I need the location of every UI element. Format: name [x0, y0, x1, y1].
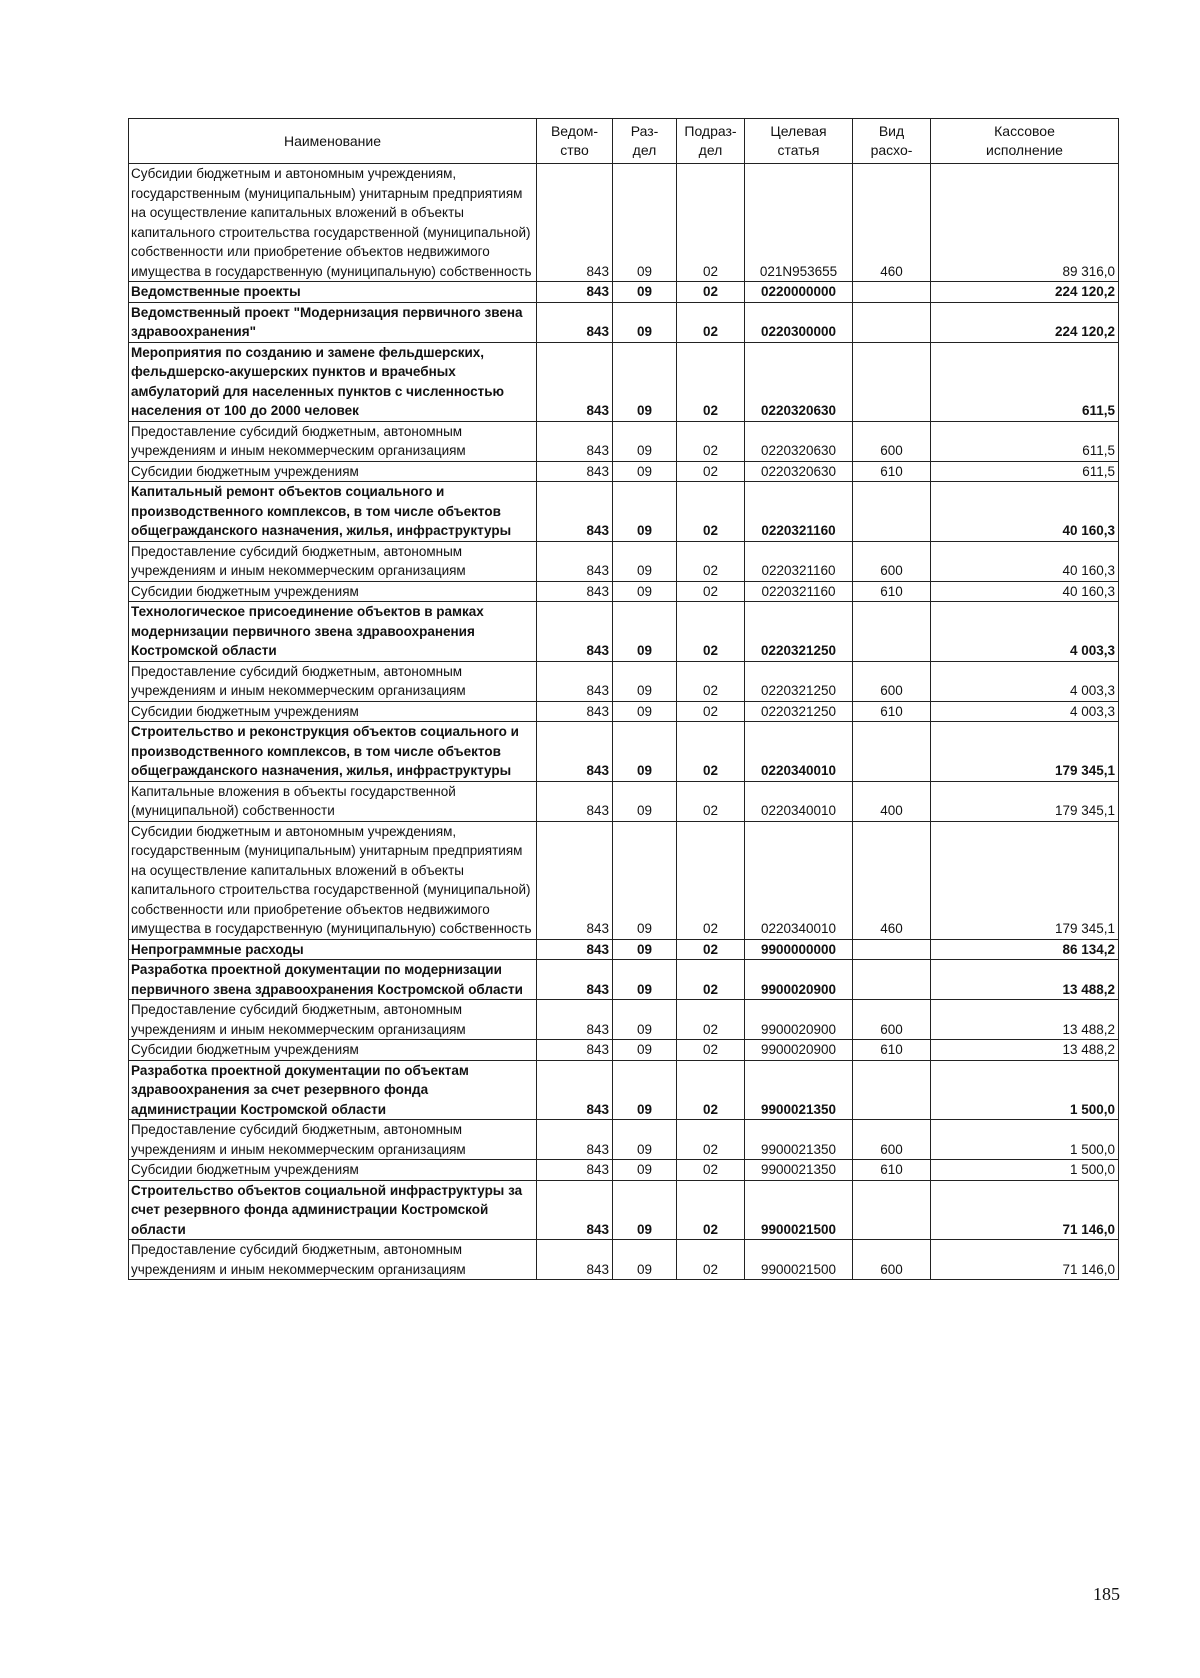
cell-dept: 843 [537, 541, 613, 581]
cell-subsection: 02 [677, 421, 745, 461]
table-row [129, 661, 1119, 701]
cell-subsection: 02 [677, 722, 745, 782]
cell-type [853, 1060, 931, 1120]
cell-name: Разработка проектной документации по модернизации первичного звена здравоохранения Костромской области [129, 960, 537, 1000]
cell-dept: 843 [537, 164, 613, 282]
cell-amount: 71 146,0 [931, 1240, 1119, 1280]
cell-target: 9900020900 [745, 1000, 853, 1040]
cell-dept: 843 [537, 302, 613, 342]
cell-amount: 89 316,0 [931, 164, 1119, 282]
page-number: 185 [1093, 1584, 1120, 1604]
cell-dept: 843 [537, 960, 613, 1000]
table-row [129, 1160, 1119, 1181]
table-row [129, 282, 1119, 303]
table-row [129, 939, 1119, 960]
cell-target: 9900021350 [745, 1120, 853, 1160]
cell-section: 09 [613, 421, 677, 461]
cell-type: 600 [853, 661, 931, 701]
cell-type [853, 602, 931, 662]
cell-section: 09 [613, 1040, 677, 1061]
cell-name: Предоставление субсидий бюджетным, автономным учреждениям и иным некоммерческим организациям [129, 541, 537, 581]
cell-amount: 224 120,2 [931, 282, 1119, 303]
table-row [129, 164, 1119, 282]
cell-dept: 843 [537, 1000, 613, 1040]
cell-amount: 13 488,2 [931, 1040, 1119, 1061]
cell-section: 09 [613, 1120, 677, 1160]
cell-type: 600 [853, 1120, 931, 1160]
cell-type: 600 [853, 541, 931, 581]
cell-type [853, 939, 931, 960]
cell-target: 0220321160 [745, 581, 853, 602]
cell-subsection: 02 [677, 1240, 745, 1280]
header-row [129, 119, 1119, 164]
cell-subsection: 02 [677, 939, 745, 960]
table-row [129, 302, 1119, 342]
cell-name: Разработка проектной документации по объектам здравоохранения за счет резервного фонда администрации Костромской области [129, 1060, 537, 1120]
cell-type: 600 [853, 1000, 931, 1040]
table-row [129, 581, 1119, 602]
cell-section: 09 [613, 661, 677, 701]
cell-target: 0220340010 [745, 781, 853, 821]
cell-type [853, 282, 931, 303]
cell-section: 09 [613, 781, 677, 821]
table-row [129, 461, 1119, 482]
cell-dept: 843 [537, 421, 613, 461]
table-row [129, 342, 1119, 421]
cell-dept: 843 [537, 1060, 613, 1120]
table-row [129, 701, 1119, 722]
cell-dept: 843 [537, 701, 613, 722]
cell-subsection: 02 [677, 302, 745, 342]
cell-type: 400 [853, 781, 931, 821]
header-type: Вид расхо- [853, 119, 931, 164]
cell-dept: 843 [537, 722, 613, 782]
cell-target: 0220000000 [745, 282, 853, 303]
header-section: Раз- дел [613, 119, 677, 164]
cell-amount: 1 500,0 [931, 1060, 1119, 1120]
table-row [129, 781, 1119, 821]
cell-name: Субсидии бюджетным учреждениям [129, 1040, 537, 1061]
cell-dept: 843 [537, 1240, 613, 1280]
cell-subsection: 02 [677, 1060, 745, 1120]
cell-target: 9900021350 [745, 1160, 853, 1181]
cell-subsection: 02 [677, 960, 745, 1000]
cell-dept: 843 [537, 1040, 613, 1061]
table-row [129, 421, 1119, 461]
cell-type: 460 [853, 164, 931, 282]
cell-target: 0220320630 [745, 461, 853, 482]
cell-name: Строительство объектов социальной инфраструктуры за счет резервного фонда администрации Костромской области [129, 1180, 537, 1240]
cell-target: 0220340010 [745, 821, 853, 939]
cell-subsection: 02 [677, 821, 745, 939]
cell-amount: 86 134,2 [931, 939, 1119, 960]
cell-amount: 611,5 [931, 461, 1119, 482]
cell-subsection: 02 [677, 541, 745, 581]
cell-amount: 179 345,1 [931, 722, 1119, 782]
header-name: Наименование [129, 119, 537, 164]
header-subsection: Подраз- дел [677, 119, 745, 164]
table-row [129, 960, 1119, 1000]
cell-name: Предоставление субсидий бюджетным, автономным учреждениям и иным некоммерческим организациям [129, 1000, 537, 1040]
cell-subsection: 02 [677, 1180, 745, 1240]
cell-subsection: 02 [677, 1000, 745, 1040]
cell-subsection: 02 [677, 342, 745, 421]
cell-amount: 611,5 [931, 342, 1119, 421]
cell-target: 0220320630 [745, 342, 853, 421]
cell-amount: 40 160,3 [931, 581, 1119, 602]
cell-name: Предоставление субсидий бюджетным, автономным учреждениям и иным некоммерческим организациям [129, 1120, 537, 1160]
table-body [129, 164, 1119, 1280]
cell-subsection: 02 [677, 482, 745, 542]
cell-amount: 1 500,0 [931, 1160, 1119, 1181]
cell-name: Субсидии бюджетным учреждениям [129, 581, 537, 602]
cell-type: 610 [853, 1160, 931, 1181]
table-row [129, 541, 1119, 581]
cell-target: 9900021350 [745, 1060, 853, 1120]
cell-type: 610 [853, 581, 931, 602]
table-row [129, 1000, 1119, 1040]
cell-subsection: 02 [677, 602, 745, 662]
cell-subsection: 02 [677, 1120, 745, 1160]
table-row [129, 1240, 1119, 1280]
cell-name: Предоставление субсидий бюджетным, автономным учреждениям и иным некоммерческим организациям [129, 661, 537, 701]
cell-section: 09 [613, 821, 677, 939]
table-row [129, 1060, 1119, 1120]
cell-name: Субсидии бюджетным и автономным учреждениям, государственным (муниципальным) унитарным предприятиям на осуществление капитальных вложений в объекты капитального строительства государственной (муниципальной) собственности или приобретение объектов недвижимого имущества в государственную (муниципальную) собственность [129, 164, 537, 282]
cell-dept: 843 [537, 1160, 613, 1181]
cell-subsection: 02 [677, 661, 745, 701]
cell-name: Субсидии бюджетным и автономным учреждениям, государственным (муниципальным) унитарным предприятиям на осуществление капитальных вложений в объекты капитального строительства государственной (муниципальной) собственности или приобретение объектов недвижимого имущества в государственную (муниципальную) собственность [129, 821, 537, 939]
cell-section: 09 [613, 1060, 677, 1120]
header-amount: Кассовое исполнение [931, 119, 1119, 164]
cell-subsection: 02 [677, 1160, 745, 1181]
cell-section: 09 [613, 722, 677, 782]
cell-section: 09 [613, 302, 677, 342]
cell-dept: 843 [537, 821, 613, 939]
cell-type [853, 722, 931, 782]
cell-type [853, 960, 931, 1000]
cell-target: 0220321250 [745, 701, 853, 722]
cell-amount: 611,5 [931, 421, 1119, 461]
cell-name: Капитальный ремонт объектов социального и производственного комплексов, в том числе объектов общегражданского назначения, жилья, инфраструктуры [129, 482, 537, 542]
cell-amount: 179 345,1 [931, 781, 1119, 821]
cell-target: 0220300000 [745, 302, 853, 342]
cell-dept: 843 [537, 781, 613, 821]
cell-dept: 843 [537, 1180, 613, 1240]
cell-amount: 13 488,2 [931, 960, 1119, 1000]
cell-name: Ведомственный проект "Модернизация первичного звена здравоохранения" [129, 302, 537, 342]
cell-type: 610 [853, 701, 931, 722]
cell-type: 600 [853, 421, 931, 461]
cell-dept: 843 [537, 461, 613, 482]
cell-name: Субсидии бюджетным учреждениям [129, 701, 537, 722]
cell-name: Капитальные вложения в объекты государственной (муниципальной) собственности [129, 781, 537, 821]
budget-table [128, 118, 1119, 1280]
cell-section: 09 [613, 1000, 677, 1040]
cell-section: 09 [613, 282, 677, 303]
cell-dept: 843 [537, 602, 613, 662]
cell-dept: 843 [537, 661, 613, 701]
cell-dept: 843 [537, 939, 613, 960]
cell-name: Строительство и реконструкция объектов социального и производственного комплексов, в том числе объектов общегражданского назначения, жилья, инфраструктуры [129, 722, 537, 782]
cell-section: 09 [613, 482, 677, 542]
cell-section: 09 [613, 164, 677, 282]
cell-subsection: 02 [677, 1040, 745, 1061]
cell-target: 9900020900 [745, 1040, 853, 1061]
table-row [129, 722, 1119, 782]
cell-amount: 224 120,2 [931, 302, 1119, 342]
cell-target: 0220321160 [745, 541, 853, 581]
header-target: Целевая статья [745, 119, 853, 164]
cell-name: Непрограммные расходы [129, 939, 537, 960]
cell-name: Предоставление субсидий бюджетным, автономным учреждениям и иным некоммерческим организациям [129, 421, 537, 461]
cell-target: 0220321160 [745, 482, 853, 542]
cell-amount: 4 003,3 [931, 661, 1119, 701]
cell-section: 09 [613, 1240, 677, 1280]
cell-amount: 40 160,3 [931, 541, 1119, 581]
table-row [129, 482, 1119, 542]
cell-type [853, 302, 931, 342]
cell-section: 09 [613, 1160, 677, 1181]
cell-dept: 843 [537, 342, 613, 421]
cell-amount: 4 003,3 [931, 602, 1119, 662]
cell-section: 09 [613, 541, 677, 581]
cell-subsection: 02 [677, 282, 745, 303]
cell-target: 0220320630 [745, 421, 853, 461]
cell-dept: 843 [537, 1120, 613, 1160]
cell-section: 09 [613, 581, 677, 602]
cell-type: 600 [853, 1240, 931, 1280]
cell-section: 09 [613, 701, 677, 722]
cell-target: 9900020900 [745, 960, 853, 1000]
table-row [129, 1120, 1119, 1160]
cell-subsection: 02 [677, 461, 745, 482]
cell-name: Ведомственные проекты [129, 282, 537, 303]
cell-subsection: 02 [677, 581, 745, 602]
cell-section: 09 [613, 960, 677, 1000]
cell-section: 09 [613, 1180, 677, 1240]
cell-name: Субсидии бюджетным учреждениям [129, 1160, 537, 1181]
cell-target: 0220321250 [745, 602, 853, 662]
cell-section: 09 [613, 461, 677, 482]
cell-dept: 843 [537, 282, 613, 303]
cell-amount: 1 500,0 [931, 1120, 1119, 1160]
cell-target: 9900021500 [745, 1240, 853, 1280]
cell-target: 021N953655 [745, 164, 853, 282]
cell-amount: 4 003,3 [931, 701, 1119, 722]
cell-section: 09 [613, 342, 677, 421]
cell-subsection: 02 [677, 164, 745, 282]
table-row [129, 1180, 1119, 1240]
header-dept: Ведом- ство [537, 119, 613, 164]
cell-amount: 40 160,3 [931, 482, 1119, 542]
table-row [129, 602, 1119, 662]
cell-name: Субсидии бюджетным учреждениям [129, 461, 537, 482]
cell-target: 0220340010 [745, 722, 853, 782]
cell-amount: 179 345,1 [931, 821, 1119, 939]
cell-amount: 13 488,2 [931, 1000, 1119, 1040]
cell-section: 09 [613, 602, 677, 662]
cell-subsection: 02 [677, 781, 745, 821]
cell-type [853, 342, 931, 421]
cell-name: Мероприятия по созданию и замене фельдшерских, фельдшерско-акушерских пунктов и врачебных амбулаторий для населенных пунктов с численностью населения от 100 до 2000 человек [129, 342, 537, 421]
cell-target: 0220321250 [745, 661, 853, 701]
cell-target: 9900021500 [745, 1180, 853, 1240]
cell-section: 09 [613, 939, 677, 960]
cell-dept: 843 [537, 482, 613, 542]
cell-type [853, 482, 931, 542]
cell-type [853, 1180, 931, 1240]
table-row [129, 821, 1119, 939]
cell-type: 460 [853, 821, 931, 939]
cell-subsection: 02 [677, 701, 745, 722]
cell-type: 610 [853, 461, 931, 482]
cell-target: 9900000000 [745, 939, 853, 960]
cell-name: Предоставление субсидий бюджетным, автономным учреждениям и иным некоммерческим организациям [129, 1240, 537, 1280]
table-header [129, 119, 1119, 164]
cell-type: 610 [853, 1040, 931, 1061]
cell-dept: 843 [537, 581, 613, 602]
cell-name: Технологическое присоединение объектов в рамках модернизации первичного звена здравоохранения Костромской области [129, 602, 537, 662]
cell-amount: 71 146,0 [931, 1180, 1119, 1240]
table-row [129, 1040, 1119, 1061]
